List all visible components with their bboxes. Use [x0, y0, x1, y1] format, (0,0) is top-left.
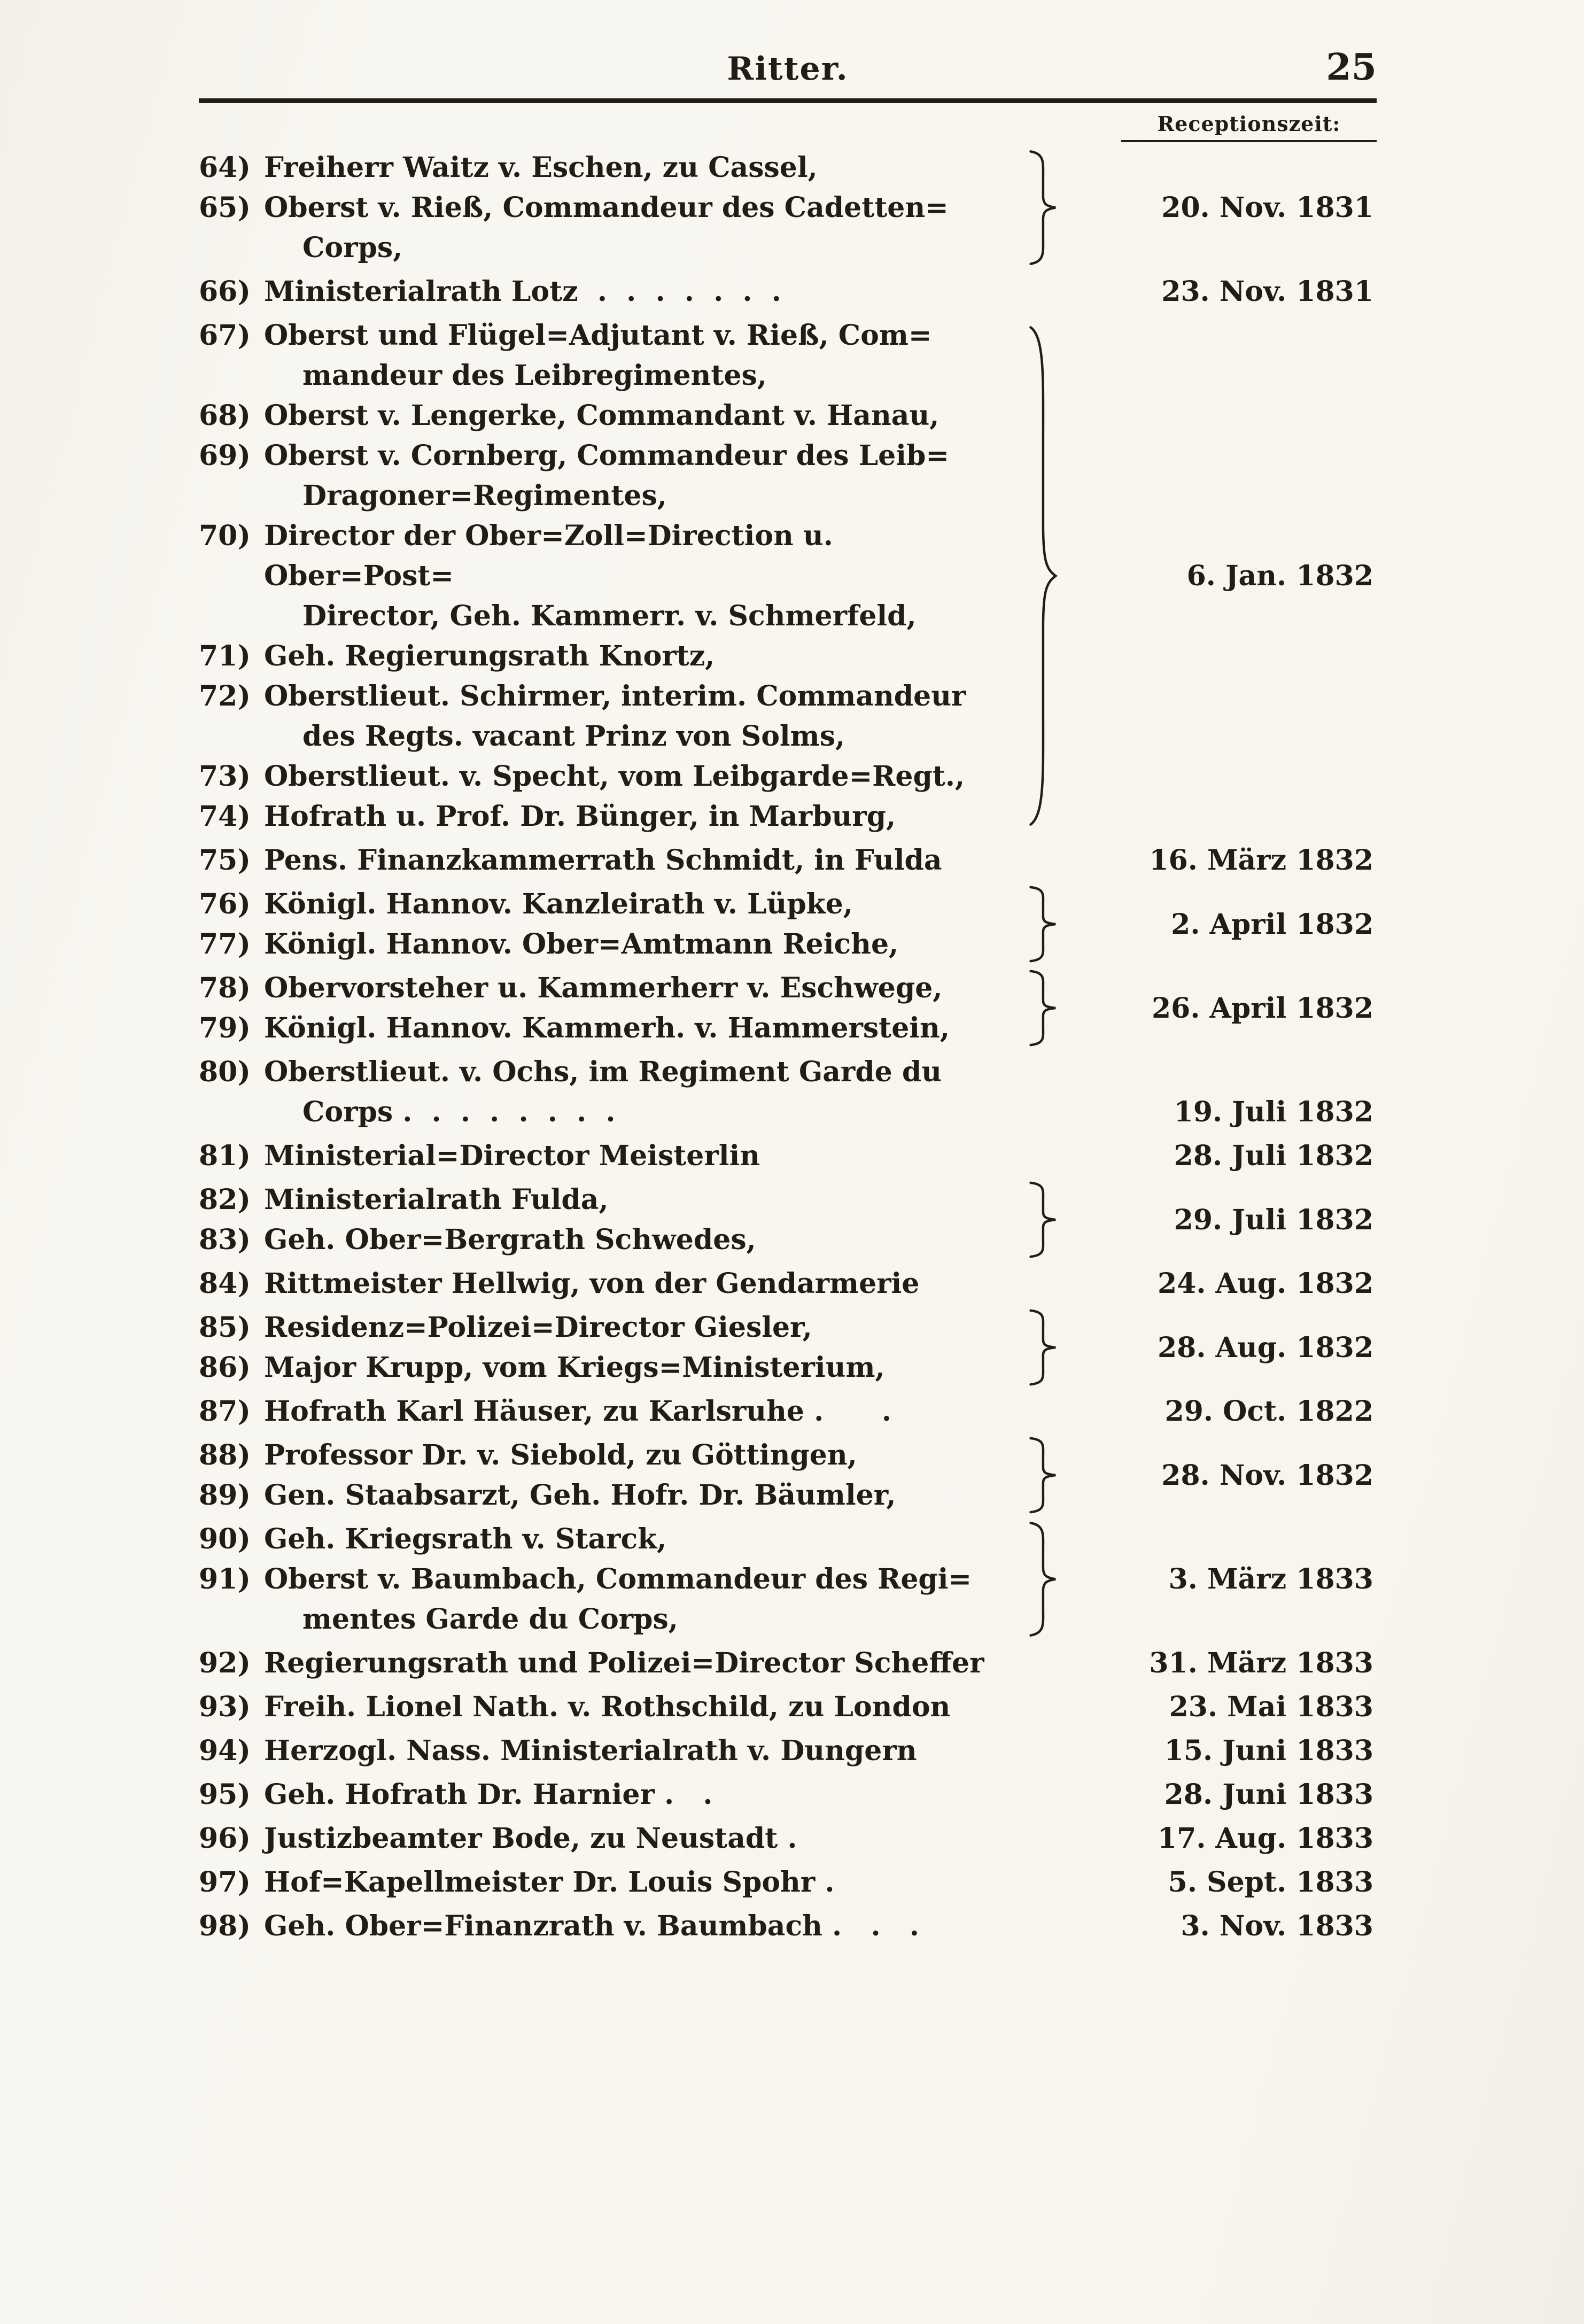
list-item: [199, 756, 1023, 796]
entry-items: [199, 840, 1023, 880]
entry-group: [199, 1180, 1377, 1260]
list-item: [199, 1180, 1023, 1220]
list-item: [199, 516, 1023, 636]
list-item: [199, 1307, 1023, 1347]
entry-date: 28. Aug. 1832: [1157, 1331, 1373, 1364]
group-brace-empty: [1023, 1264, 1060, 1304]
entry-text-line: Ministerial=Director Meisterlin: [264, 1140, 760, 1172]
entry-items: [199, 1643, 1023, 1683]
entry-items: [199, 148, 1023, 268]
list-item: [199, 1687, 1023, 1727]
entry-items: [199, 272, 1023, 312]
entry-text-line: Königl. Hannov. Ober=Amtmann Reiche,: [264, 928, 899, 960]
group-brace-empty: [1023, 840, 1060, 880]
group-brace-empty: [1023, 1643, 1060, 1683]
entry-text-line: Herzogl. Nass. Ministerialrath v. Dungern: [264, 1734, 917, 1767]
entry-number: 73): [199, 760, 251, 793]
entry-text-line: Oberst v. Lengerke, Commandant v. Hanau,: [264, 399, 939, 432]
entry-date: 2. April 1832: [1171, 908, 1373, 941]
entry-text: [264, 1643, 1023, 1683]
entry-items: [199, 1435, 1023, 1515]
entry-text: [264, 516, 1023, 636]
list-item: [199, 436, 1023, 516]
entry-date: 31. März 1833: [1149, 1647, 1373, 1679]
entry-number: 84): [199, 1267, 251, 1300]
entry-group: [199, 1775, 1377, 1815]
entry-text-line: Gen. Staabsarzt, Geh. Hofr. Dr. Bäumler,: [264, 1479, 896, 1512]
entry-text-line: Hofrath u. Prof. Dr. Bünger, in Marburg,: [264, 800, 896, 833]
brace-icon: [1023, 149, 1060, 266]
group-brace: [1023, 968, 1060, 1048]
entry-text-line: Oberst und Flügel=Adjutant v. Rieß, Com=: [264, 319, 932, 352]
entry-text: [264, 1559, 1023, 1639]
entry-text-line: Freih. Lionel Nath. v. Rothschild, zu London: [264, 1691, 951, 1723]
entry-text-line: Director, Geh. Kammerr. v. Schmerfeld,: [302, 600, 917, 632]
entry-number: 67): [199, 319, 251, 352]
group-brace-empty: [1023, 1391, 1060, 1431]
list-item: [199, 1643, 1023, 1683]
entry-text: [264, 1307, 1023, 1347]
list-item: [199, 1475, 1023, 1515]
entry-date: 26. April 1832: [1151, 991, 1373, 1025]
entry-group: [199, 968, 1377, 1048]
entry-text-line: des Regts. vacant Prinz von Solms,: [302, 720, 845, 753]
entry-date: 24. Aug. 1832: [1157, 1267, 1373, 1300]
entry-text-line: Director der Ober=Zoll=Direction u. Ober=Post=: [264, 520, 843, 592]
entry-text-line: Geh. Regierungsrath Knortz,: [264, 640, 715, 672]
entry-text: [264, 436, 1023, 516]
column-header-row: [199, 112, 1377, 142]
page-number: 25: [1326, 46, 1377, 89]
entry-items: [199, 1391, 1023, 1431]
entry-items: [199, 968, 1023, 1048]
entry-text: [264, 1435, 1023, 1475]
entry-group: [199, 315, 1377, 836]
brace-icon: [1023, 970, 1060, 1047]
entry-number: 64): [199, 151, 251, 184]
list-item: [199, 148, 1023, 188]
group-brace-empty: [1023, 1052, 1060, 1132]
entry-text: [264, 1475, 1023, 1515]
entry-items: [199, 884, 1023, 964]
entry-text-line: Oberstlieut. Schirmer, interim. Commandeur: [264, 680, 966, 712]
entry-text: [264, 272, 1023, 312]
list-item: [199, 1559, 1023, 1639]
entry-text-line: Corps . . . . . . . .: [302, 1096, 616, 1128]
entry-group: [199, 1643, 1377, 1683]
entry-group: [199, 1391, 1377, 1431]
group-brace-empty: [1023, 1775, 1060, 1815]
entry-text-line: Ministerialrath Fulda,: [264, 1183, 609, 1216]
entry-number: 93): [199, 1691, 251, 1723]
entry-group: [199, 1052, 1377, 1132]
list-item: [199, 840, 1023, 880]
entry-text: [264, 1775, 1023, 1815]
brace-icon: [1023, 1437, 1060, 1514]
entry-text: [264, 1180, 1023, 1220]
entry-text: [264, 1008, 1023, 1048]
entry-items: [199, 1136, 1023, 1176]
entry-date: 3. Nov. 1833: [1181, 1910, 1373, 1942]
entry-number: 70): [199, 520, 251, 552]
entry-text-line: Oberst v. Baumbach, Commandeur des Regi=: [264, 1563, 972, 1595]
entry-date: 17. Aug. 1833: [1157, 1822, 1373, 1855]
entry-group: [199, 840, 1377, 880]
entry-text: [264, 396, 1023, 436]
list-item: [199, 1008, 1023, 1048]
entry-text: [264, 1731, 1023, 1771]
group-brace-empty: [1023, 272, 1060, 312]
column-header-receptionszeit: Receptionszeit:: [1121, 112, 1377, 142]
entry-text: [264, 1347, 1023, 1388]
entry-number: 86): [199, 1351, 251, 1384]
entry-text-line: mandeur des Leibregimentes,: [302, 359, 767, 392]
list-item: [199, 1347, 1023, 1388]
brace-icon: [1023, 317, 1060, 835]
list-item: [199, 1731, 1023, 1771]
entry-group: [199, 1818, 1377, 1858]
group-brace: [1023, 1435, 1060, 1515]
entry-text-line: Residenz=Polizei=Director Giesler,: [264, 1311, 812, 1344]
entry-number: 80): [199, 1056, 251, 1088]
list-item: [199, 1519, 1023, 1559]
list-item: [199, 968, 1023, 1008]
entry-items: [199, 315, 1023, 836]
entry-number: 76): [199, 888, 251, 920]
entry-group: [199, 1519, 1377, 1639]
entry-number: 82): [199, 1183, 251, 1216]
entry-text-line: Regierungsrath und Polizei=Director Scheffer: [264, 1647, 984, 1679]
list-item: [199, 1391, 1023, 1431]
entry-text: [264, 924, 1023, 964]
entry-text: [264, 1391, 1023, 1431]
list-item: [199, 1052, 1023, 1132]
page-title: Ritter.: [727, 50, 849, 88]
entry-items: [199, 1519, 1023, 1639]
entry-text: [264, 315, 1023, 396]
entry-date: 29. Oct. 1822: [1164, 1395, 1373, 1428]
entry-number: 98): [199, 1910, 251, 1942]
entry-text: [264, 1220, 1023, 1260]
header-rule: [199, 98, 1377, 103]
entry-text: [264, 148, 1023, 188]
entry-items: [199, 1687, 1023, 1727]
entry-number: 94): [199, 1734, 251, 1767]
group-brace-empty: [1023, 1731, 1060, 1771]
entry-text: [264, 1136, 1023, 1176]
entry-items: [199, 1264, 1023, 1304]
entry-number: 89): [199, 1479, 251, 1512]
entry-number: 79): [199, 1012, 251, 1044]
list-item: [199, 1220, 1023, 1260]
entry-group: [199, 884, 1377, 964]
entry-text: [264, 636, 1023, 676]
entry-date: 3. März 1833: [1168, 1563, 1373, 1595]
entry-number: 65): [199, 191, 251, 224]
entry-items: [199, 1906, 1023, 1946]
entry-number: 91): [199, 1563, 251, 1595]
entry-text: [264, 1052, 1023, 1132]
entry-number: 87): [199, 1395, 251, 1428]
entry-text-line: mentes Garde du Corps,: [302, 1603, 678, 1636]
entry-date: 20. Nov. 1831: [1161, 191, 1373, 224]
brace-icon: [1023, 1181, 1060, 1258]
entry-number: 69): [199, 439, 251, 472]
entry-date: 19. Juli 1832: [1174, 1096, 1373, 1128]
entry-number: 95): [199, 1778, 251, 1811]
group-brace: [1023, 315, 1060, 836]
entry-text-line: Oberstlieut. v. Specht, vom Leibgarde=Regt.,: [264, 760, 965, 793]
page-header: [199, 46, 1377, 89]
entry-number: 72): [199, 680, 251, 712]
entry-text-line: Oberst v. Cornberg, Commandeur des Leib=: [264, 439, 949, 472]
entry-text: [264, 1862, 1023, 1902]
list-item: [199, 315, 1023, 396]
entry-number: 81): [199, 1140, 251, 1172]
list-item: [199, 396, 1023, 436]
brace-icon: [1023, 886, 1060, 963]
entry-number: 96): [199, 1822, 251, 1855]
entry-text-line: Professor Dr. v. Siebold, zu Göttingen,: [264, 1439, 857, 1471]
entry-items: [199, 1307, 1023, 1388]
group-brace-empty: [1023, 1818, 1060, 1858]
entry-number: 83): [199, 1223, 251, 1256]
entry-text-line: Königl. Hannov. Kanzleirath v. Lüpke,: [264, 888, 853, 920]
entry-number: 97): [199, 1866, 251, 1899]
group-brace: [1023, 1180, 1060, 1260]
list-item: [199, 924, 1023, 964]
list-item: [199, 1906, 1023, 1946]
entry-date: 15. Juni 1833: [1164, 1734, 1373, 1767]
list-item: [199, 676, 1023, 756]
entry-text-line: Obervorsteher u. Kammerherr v. Eschwege,: [264, 972, 943, 1004]
entry-number: 85): [199, 1311, 251, 1344]
entry-date: 16. März 1832: [1149, 844, 1373, 877]
entry-list: [199, 148, 1377, 1946]
entry-text-line: Ministerialrath Lotz . . . . . . .: [264, 275, 781, 308]
list-item: [199, 1136, 1023, 1176]
entry-date: 28. Nov. 1832: [1161, 1459, 1373, 1492]
entry-group: [199, 272, 1377, 312]
entry-text: [264, 840, 1023, 880]
entry-group: [199, 148, 1377, 268]
entry-text-line: Freiherr Waitz v. Eschen, zu Cassel,: [264, 151, 818, 184]
entry-items: [199, 1052, 1023, 1132]
entry-text: [264, 756, 1023, 796]
entry-number: 90): [199, 1523, 251, 1555]
entry-text-line: Geh. Ober=Bergrath Schwedes,: [264, 1223, 756, 1256]
entry-date: 6. Jan. 1832: [1186, 560, 1373, 592]
entry-number: 75): [199, 844, 251, 877]
entry-text: [264, 968, 1023, 1008]
list-item: [199, 1264, 1023, 1304]
entry-date: 5. Sept. 1833: [1168, 1866, 1373, 1899]
entry-group: [199, 1687, 1377, 1727]
entry-group: [199, 1906, 1377, 1946]
group-brace: [1023, 1307, 1060, 1388]
brace-icon: [1023, 1521, 1060, 1638]
entry-text: [264, 1519, 1023, 1559]
entry-text-line: Hof=Kapellmeister Dr. Louis Spohr .: [264, 1866, 835, 1899]
entry-text-line: Corps,: [302, 231, 403, 264]
entry-group: [199, 1264, 1377, 1304]
entry-date: 28. Juni 1833: [1164, 1778, 1373, 1811]
entry-number: 74): [199, 800, 251, 833]
entry-date: 23. Nov. 1831: [1161, 275, 1373, 308]
group-brace: [1023, 884, 1060, 964]
entry-text: [264, 884, 1023, 924]
group-brace: [1023, 148, 1060, 268]
entry-number: 77): [199, 928, 251, 960]
entry-text: [264, 1687, 1023, 1727]
entry-group: [199, 1862, 1377, 1902]
group-brace-empty: [1023, 1136, 1060, 1176]
entry-date: 28. Juli 1832: [1174, 1140, 1373, 1172]
list-item: [199, 796, 1023, 836]
list-item: [199, 1775, 1023, 1815]
entry-items: [199, 1818, 1023, 1858]
list-item: [199, 188, 1023, 268]
entry-text: [264, 1906, 1023, 1946]
entry-number: 92): [199, 1647, 251, 1679]
brace-icon: [1023, 1309, 1060, 1386]
entry-text-line: Königl. Hannov. Kammerh. v. Hammerstein,: [264, 1012, 950, 1044]
entry-text: [264, 188, 1023, 268]
entry-items: [199, 1775, 1023, 1815]
entry-text-line: Geh. Hofrath Dr. Harnier . .: [264, 1778, 713, 1811]
list-item: [199, 272, 1023, 312]
list-item: [199, 1435, 1023, 1475]
list-item: [199, 1862, 1023, 1902]
entry-items: [199, 1862, 1023, 1902]
entry-text-line: Pens. Finanzkammerrath Schmidt, in Fulda: [264, 844, 942, 877]
entry-group: [199, 1731, 1377, 1771]
entry-group: [199, 1136, 1377, 1176]
entry-text: [264, 796, 1023, 836]
entry-number: 68): [199, 399, 251, 432]
entry-text-line: Geh. Ober=Finanzrath v. Baumbach . . .: [264, 1910, 919, 1942]
entry-items: [199, 1731, 1023, 1771]
entry-text-line: Rittmeister Hellwig, von der Gendarmerie: [264, 1267, 920, 1300]
group-brace-empty: [1023, 1906, 1060, 1946]
entry-text-line: Hofrath Karl Häuser, zu Karlsruhe . .: [264, 1395, 891, 1428]
entry-text-line: Oberstlieut. v. Ochs, im Regiment Garde du: [264, 1056, 942, 1088]
entry-text-line: Oberst v. Rieß, Commandeur des Cadetten=: [264, 191, 949, 224]
entry-number: 78): [199, 972, 251, 1004]
entry-items: [199, 1180, 1023, 1260]
entry-date: 23. Mai 1833: [1169, 1691, 1373, 1723]
group-brace-empty: [1023, 1862, 1060, 1902]
entry-number: 71): [199, 640, 251, 672]
group-brace: [1023, 1519, 1060, 1639]
entry-text-line: Justizbeamter Bode, zu Neustadt .: [264, 1822, 797, 1855]
list-item: [199, 636, 1023, 676]
list-item: [199, 884, 1023, 924]
entry-number: 88): [199, 1439, 251, 1471]
entry-number: 66): [199, 275, 251, 308]
entry-text: [264, 676, 1023, 756]
group-brace-empty: [1023, 1687, 1060, 1727]
entry-group: [199, 1307, 1377, 1388]
entry-text: [264, 1264, 1023, 1304]
list-item: [199, 1818, 1023, 1858]
entry-date: 29. Juli 1832: [1174, 1203, 1373, 1236]
entry-group: [199, 1435, 1377, 1515]
entry-text-line: Geh. Kriegsrath v. Starck,: [264, 1523, 667, 1555]
entry-text: [264, 1818, 1023, 1858]
entry-text-line: Major Krupp, vom Kriegs=Ministerium,: [264, 1351, 885, 1384]
entry-text-line: Dragoner=Regimentes,: [302, 479, 667, 512]
